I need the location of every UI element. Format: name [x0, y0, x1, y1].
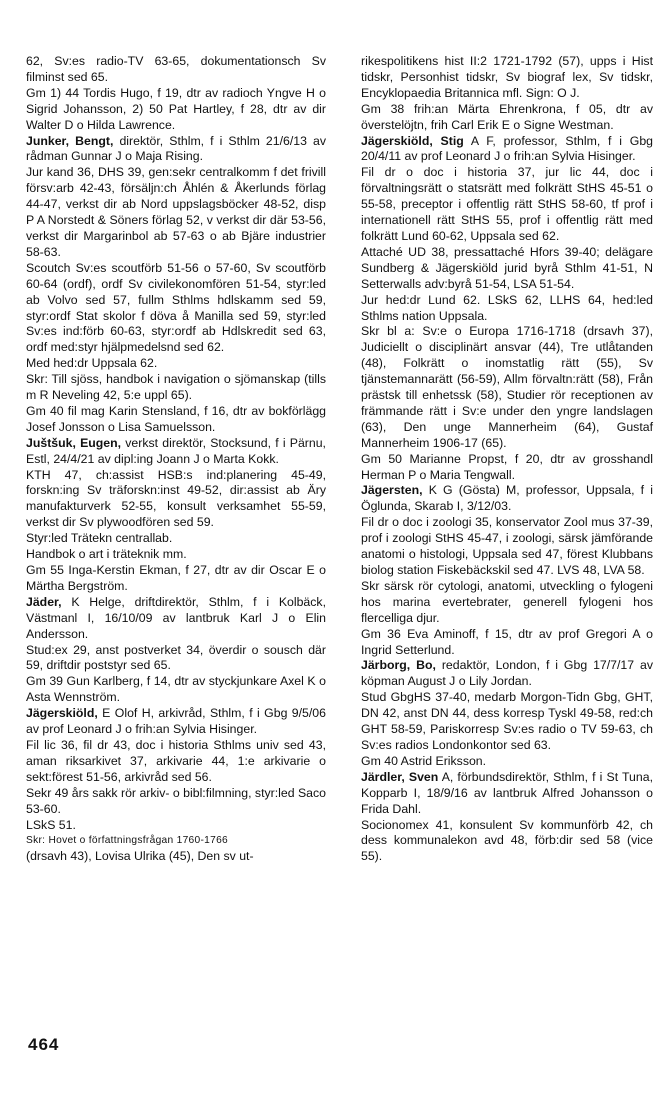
entry-headword: Jägersten,	[361, 483, 423, 498]
entry-text: E Olof H, arkivråd, Sthlm, f i Gbg 9/5/06 av prof Leonard J o frih:an Sylvia Hisinger.	[26, 706, 326, 737]
entry-text: Attaché UD 38, pressattaché Hfors 39-40; delägare Sundberg & Jägerskiöld jurid byrå Sthlm 41-51, N Setterwalls adv:byrå 51-54, LSA 51-54.	[361, 244, 653, 291]
entry-paragraph	[361, 770, 653, 818]
text-paragraph	[26, 468, 326, 532]
text-paragraph	[361, 54, 653, 102]
entry-text: Gm 40 fil mag Karin Stensland, f 16, dtr av bokförlägg Josef Jonsson o Lisa Samuelsson.	[26, 403, 326, 434]
text-paragraph	[26, 643, 326, 675]
entry-headword: Järdler, Sven	[361, 769, 439, 784]
entry-text: 62, Sv:es radio-TV 63-65, dokumentationsch Sv filminst sed 65.	[26, 54, 326, 84]
text-paragraph	[26, 738, 326, 786]
entry-text: Fil lic 36, fil dr 43, doc i historia Sthlms univ sed 43, aman riksarkivet 37, arkivarie 44, 1:e arkivarie o sekt:förest 51-56, arkivråd sed 56.	[26, 737, 326, 784]
entry-text: rikespolitikens hist II:2 1721-1792 (57), upps i Hist tidskr, Personhist tidskr, Sv biograf lex, Sv tidskr, Encyklopaedia Britannica mfl. Sign: O J.	[361, 54, 653, 100]
text-paragraph	[361, 579, 653, 627]
entry-headword: Jägerskiöld,	[26, 706, 98, 721]
text-paragraph	[361, 515, 653, 579]
text-paragraph	[26, 563, 326, 595]
text-paragraph	[361, 245, 653, 293]
entry-text: A, förbundsdirektör, Sthlm, f i St Tuna, Kopparb I, 18/9/16 av lantbruk Alfred Johansson o Frida Dahl.	[361, 769, 653, 816]
text-paragraph	[361, 690, 653, 754]
entry-headword: Junker, Bengt,	[26, 133, 114, 148]
text-paragraph	[361, 293, 653, 325]
text-paragraph	[26, 86, 326, 134]
entry-text: Scoutch Sv:es scoutförb 51-56 o 57-60, Sv scoutförb 60-64 (ordf), ordf Sv civilekonomfören 51-54, styr:led ab Volvo sed 57, fullm Sthlms hdlskamm sed 59, styr:ordf Stat skolor f döva å Manilla sed 59, styr:led Sv:es ind:förb 60-63, styr:ordf ab Hdlskredit sed 63, ordf med:styr hjälpmedelsnd sed 62.	[26, 260, 326, 355]
text-paragraph	[26, 404, 326, 436]
text-paragraph	[361, 452, 653, 484]
text-paragraph	[361, 818, 653, 866]
text-paragraph	[361, 627, 653, 659]
entry-paragraph	[26, 134, 326, 166]
entry-text: Med hed:dr Uppsala 62.	[26, 356, 158, 371]
entry-text: verkst direktör, Stocksund, f i Pärnu, Estl, 24/4/21 av dipl:ing Joann J o Marta Kokk.	[26, 435, 326, 466]
text-paragraph	[26, 356, 326, 372]
entry-paragraph	[26, 595, 326, 643]
text-paragraph	[26, 547, 326, 563]
entry-text: Skr särsk rör cytologi, anatomi, utveckling o fylogeni hos marina evertebrater, generell fylogeni hos flercelliga djur.	[361, 578, 653, 625]
entry-text: Sekr 49 års sakk rör arkiv- o bibl:filmning, styr:led Saco 53-60.	[26, 785, 327, 816]
entry-paragraph	[26, 706, 326, 738]
text-paragraph	[361, 102, 653, 134]
entry-text: Skr: Hovet o författningsfrågan 1760-1766	[26, 835, 229, 847]
entry-headword: Jäder,	[26, 594, 62, 609]
entry-headword: Järborg, Bo,	[361, 658, 436, 673]
entry-text: Styr:led Trätekn centrallab.	[26, 531, 173, 546]
entry-paragraph	[26, 436, 326, 468]
entry-text: Stud GbgHS 37-40, medarb Morgon-Tidn Gbg, GHT, DN 42, anst DN 44, dess korresp Tyskl 49-58, red:ch GHT 58-59, Pariskorresp Sv:es radio o TV 59-63, ch Sv:es radios Londonkontor sed 63.	[361, 690, 653, 752]
page-number: 464	[28, 1035, 60, 1054]
entry-text: Gm 39 Gun Karlberg, f 14, dtr av styckjunkare Axel K o Asta Wennström.	[26, 674, 326, 705]
entry-paragraph	[361, 134, 653, 166]
text-paragraph	[26, 849, 326, 865]
entry-text: (drsavh 43), Lovisa Ulrika (45), Den sv ut-	[26, 849, 254, 864]
entry-text: redaktör, London, f i Gbg 17/7/17 av köpman August J o Lily Jordan.	[361, 658, 653, 689]
entry-text: Gm 38 frih:an Märta Ehrenkrona, f 05, dtr av överstelöjtn, frih Carl Erik E o Signe Westman.	[361, 101, 653, 132]
entry-text: Gm 40 Astrid Eriksson.	[361, 753, 487, 768]
text-paragraph	[26, 818, 326, 834]
entry-text: Jur kand 36, DHS 39, gen:sekr centralkomm f det frivill försv:arb 42-43, försäljn:ch Åhlén & Åkerlunds förlag 44-47, verkst dir ab Nord uppslagsböcker 48-52, disp P A Norstedt & Söners förlag 52, v verkst dir där 53-56, verkst dir Margarinbol ab 57-63 o ab Bjäre industrier 58-63.	[26, 165, 326, 259]
text-paragraph	[26, 833, 326, 849]
entry-text: Socionomex 41, konsulent Sv kommunförb 42, ch dess kommunalekon avd 48, förb:dir sed 58 (vice 55).	[361, 817, 653, 864]
entry-text: Gm 1) 44 Tordis Hugo, f 19, dtr av radioch Yngve H o Sigrid Johansson, 2) 50 Pat Hartley, f 28, dtr av dir Walter D o Hilda Lawrence.	[26, 85, 326, 132]
entry-text: KTH 47, ch:assist HSB:s ind:planering 45-49, forskn:ing Sv träforskn:inst 49-52, dir:assist ab Äry manufakturverk 52-55, konsult verksamhet 55-59, verkst dir Sv plywoodfören sed 59.	[26, 467, 326, 530]
text-paragraph	[26, 261, 326, 356]
text-paragraph	[26, 786, 326, 818]
entry-text: Fil dr o doc i historia 37, jur lic 44, doc i förvaltningsrätt o statsrätt med folkrätt StHS 45-51 o 55-58, preceptor i offentlig rätt StHS 58-60, tf prof i internationell rätt StHS 55, prof i offentlig rätt med folkrätt Lund 60-62, Uppsala sed 62.	[361, 165, 653, 243]
entry-text: K G (Gösta) M, professor, Uppsala, f i Öglunda, Skarab I, 3/12/03.	[361, 483, 653, 514]
entry-paragraph	[361, 483, 653, 515]
entry-text: K Helge, driftdirektör, Sthlm, f i Kolbäck, Västmanl I, 16/10/09 av lantbruk Karl J o Elin Andersson.	[26, 594, 326, 641]
entry-text: Skr: Till sjöss, handbok i navigation o sjömanskap (tills m R Neveling 42, 5:e uppl 65).	[26, 372, 326, 403]
text-paragraph	[26, 165, 326, 260]
text-paragraph	[26, 54, 326, 86]
entry-text: Skr bl a: Sv:e o Europa 1716-1718 (drsavh 37), Judiciellt o disciplinärt ansvar (44), Tre utlåtanden (48), Folkrätt o inomstatlig rätt (55), Sv tjänstemannarätt (56-59), Allm förvaltn:rätt (58), Från prästsk till enhetssk (58), Studier rör receptionen av främmande rätt i Sv:e under den yngre landslagen (63), Den unge Mannerheim (64), Gustaf Mannerheim 1906-17 (65).	[361, 324, 653, 450]
entry-text: Handbok o art i träteknik mm.	[26, 547, 187, 562]
right-column	[361, 54, 653, 865]
text-paragraph	[26, 372, 326, 404]
text-paragraph	[26, 674, 326, 706]
entry-text: Fil dr o doc i zoologi 35, konservator Zool mus 37-39, prof i zoologi StHS 45-47, i zoologi, särsk jämförande anatomi o histologi, Uppsala sed 47, förest Klubbans biolog station Fiskebäckskil sed 47. LVS 48, LVA 58.	[361, 515, 653, 577]
entry-text: Gm 50 Marianne Propst, f 20, dtr av grosshandl Herman P o Maria Tengwall.	[361, 451, 653, 482]
entry-text: Jur hed:dr Lund 62. LSkS 62, LLHS 64, hed:led Sthlms nation Uppsala.	[361, 292, 653, 323]
left-column	[26, 54, 326, 865]
entry-text: A F, professor, Sthlm, f i Gbg 20/4/11 av prof Leonard J o frih:an Sylvia Hisinger.	[361, 133, 654, 164]
entry-text: direktör, Sthlm, f i Sthlm 21/6/13 av rådman Gunnar J o Maja Rising.	[26, 133, 327, 164]
text-paragraph	[361, 165, 653, 245]
entry-text: Gm 36 Eva Aminoff, f 15, dtr av prof Gregori A o Ingrid Setterlund.	[361, 626, 653, 657]
entry-text: Gm 55 Inga-Kerstin Ekman, f 27, dtr av dir Oscar E o Märtha Bergström.	[26, 563, 326, 593]
entry-headword: Juštšuk, Eugen,	[26, 435, 122, 450]
entry-text: LSkS 51.	[26, 817, 76, 832]
entry-headword: Jägerskiöld, Stig	[361, 133, 464, 148]
entry-text: Stud:ex 29, anst postverket 34, överdir o sousch där 59, driftdir poststyr sed 65.	[26, 642, 326, 673]
text-paragraph	[361, 324, 653, 451]
text-paragraph	[361, 754, 653, 770]
entry-paragraph	[361, 658, 653, 690]
text-paragraph	[26, 531, 326, 547]
